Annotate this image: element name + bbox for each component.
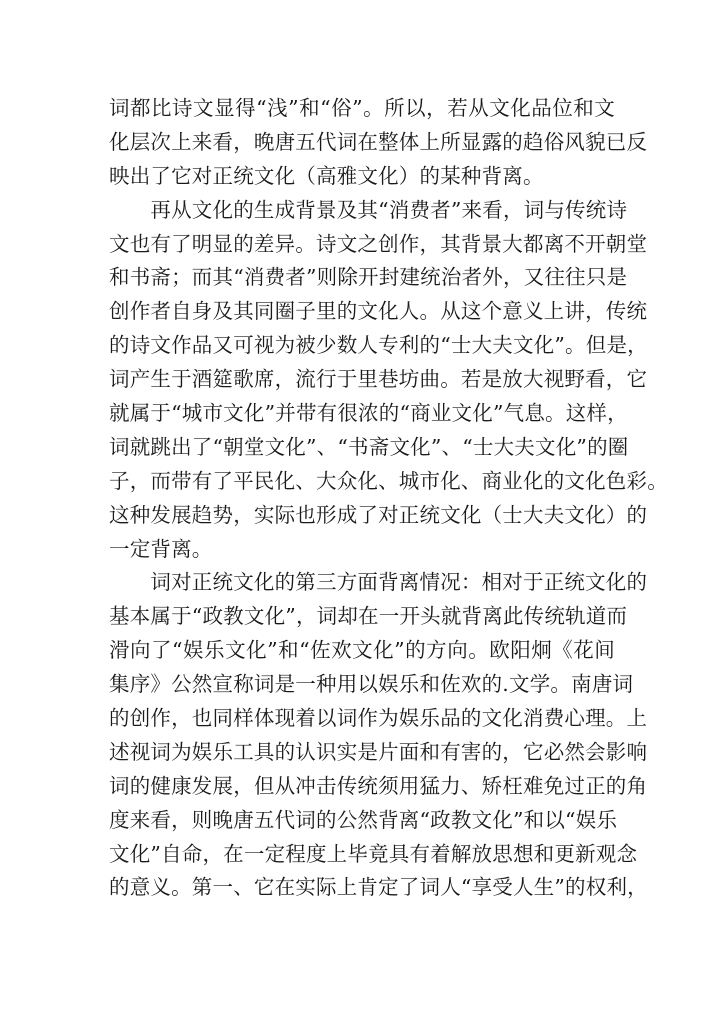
text-line: 化层次上来看，晚唐五代词在整体上所显露的趋俗风貌已反 [109, 129, 648, 154]
text-line: 文化”自命，在一定程度上毕竟具有着解放思想和更新观念 [109, 841, 638, 866]
text-line: 子，而带有了平民化、大众化、城市化、商业化的文化色彩。 [109, 468, 668, 493]
text-line: 词都比诗文显得“浅”和“俗”。所以，若从文化品位和文 [109, 96, 615, 120]
text-line: 就属于“城市文化”并带有很浓的“商业文化”气息。这样， [109, 401, 628, 426]
text-line: 词就跳出了“朝堂文化”、“书斋文化”、“士大夫文化”的圈 [109, 434, 629, 459]
text-line: 词对正统文化的第三方面背离情况：相对于正统文化的 [109, 570, 648, 595]
text-line: 再从文化的生成背景及其“消费者”来看，词与传统诗 [109, 197, 628, 222]
text-line: 滑向了“娱乐文化”和“佐欢文化”的方向。欧阳炯《花间 [109, 638, 615, 663]
text-line: 的创作，也同样体现着以词作为娱乐品的文化消费心理。上 [109, 706, 648, 731]
text-line: 文也有了明显的差异。诗文之创作，其背景大都离不开朝堂 [109, 231, 648, 256]
text-line: 述视词为娱乐工具的认识实是片面和有害的，它必然会影响 [109, 739, 648, 764]
text-line: 映出了它对正统文化（高雅文化）的某种背离。 [109, 163, 544, 188]
text-line: 度来看，则晚唐五代词的公然背离“政教文化”和以“娱乐 [109, 807, 618, 832]
text-line: 的诗文作品又可视为被少数人专利的“士大夫文化”。但是， [109, 333, 648, 358]
text-line: 词产生于酒筵歌席，流行于里巷坊曲。若是放大视野看，它 [109, 367, 648, 392]
text-line: 创作者自身及其同圈子里的文化人。从这个意义上讲，传统 [109, 299, 648, 324]
text-line: 的意义。第一、它在实际上肯定了词人“享受人生”的权利， [109, 875, 648, 900]
text-line: 集序》公然宣称词是一种用以娱乐和佐欢的.文学。南唐词 [109, 672, 634, 697]
text-line: 这种发展趋势，实际也形成了对正统文化（士大夫文化）的 [109, 502, 648, 527]
text-line: 一定背离。 [109, 536, 213, 561]
body-text [109, 92, 668, 905]
text-line: 词的健康发展，但从冲击传统须用猛力、矫枉难免过正的角 [109, 773, 648, 798]
text-line: 和书斋；而其“消费者”则除开封建统治者外，又往往只是 [109, 265, 628, 290]
text-line: 基本属于“政教文化”，词却在一开头就背离此传统轨道而 [109, 604, 628, 629]
